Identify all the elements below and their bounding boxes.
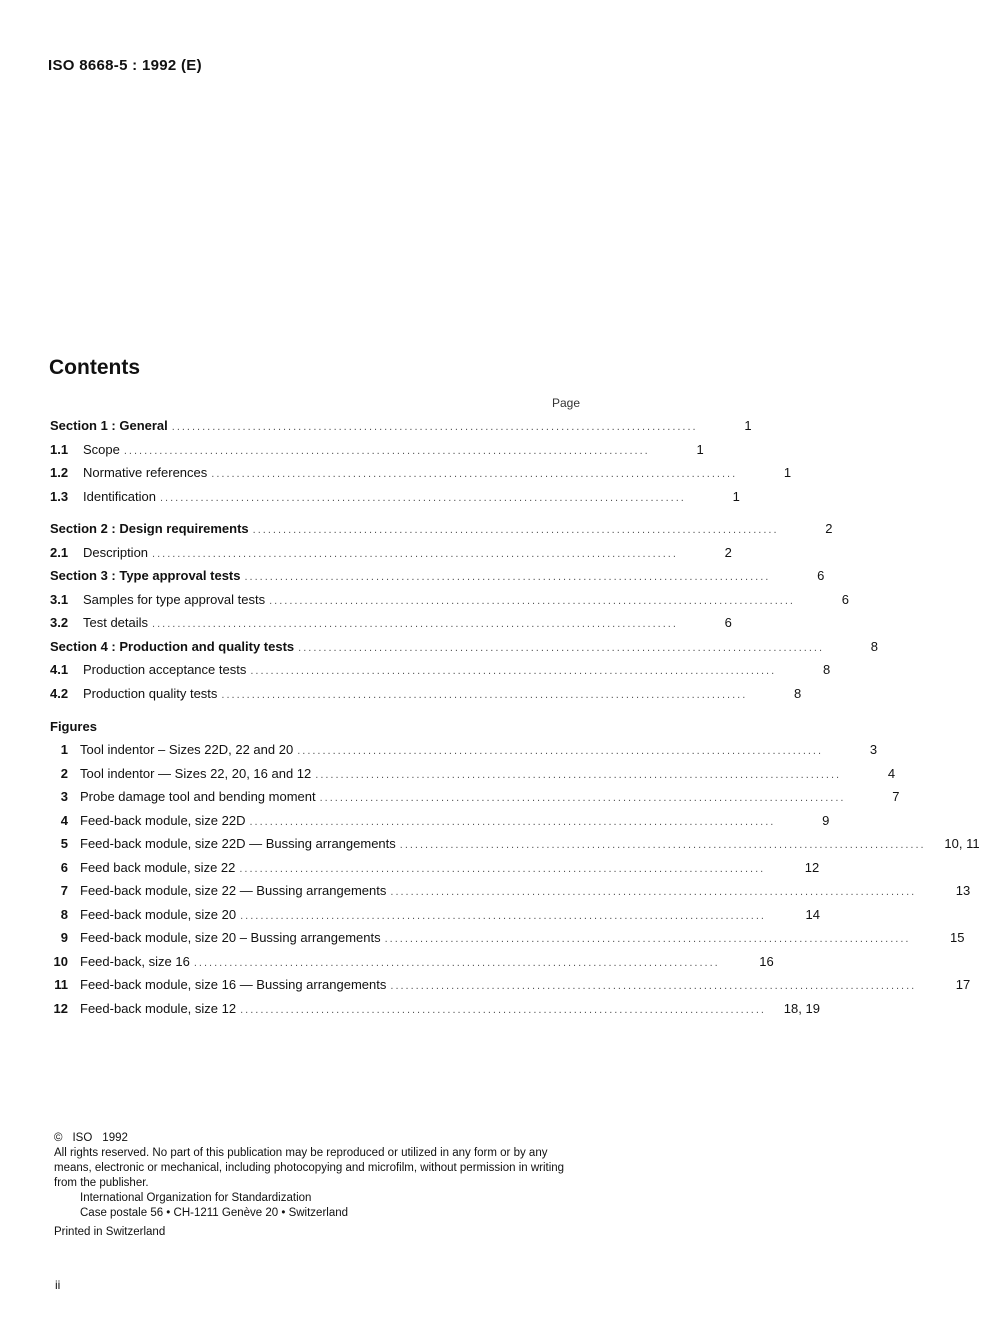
figure-page: 12 xyxy=(804,859,820,875)
toc-entry-page: 6 xyxy=(841,591,849,607)
toc-entry-page: 6 xyxy=(817,568,825,583)
toc-entry-number: 1.3 xyxy=(50,488,69,504)
figure-label: Feed-back module, size 22 — Bussing arrangements xyxy=(80,883,387,898)
table-of-contents xyxy=(50,418,980,1024)
toc-entry-page: 8 xyxy=(870,638,878,654)
toc-entry-page: 2 xyxy=(724,544,732,560)
figure-number: 2 xyxy=(60,765,68,781)
leader-dots: ........................................................................................................ xyxy=(240,1003,766,1016)
toc-entry-page: 1 xyxy=(783,465,792,480)
figure-label: Feed-back module, size 16 — Bussing arrangements xyxy=(80,977,387,992)
toc-entry-label: Section 4 : Production and quality tests xyxy=(50,638,295,654)
figure-label: Feed-back module, size 22D xyxy=(80,812,246,828)
leader-dots: ........................................................................................................ xyxy=(123,444,650,457)
leader-dots: ........................................................................................................ xyxy=(298,641,824,654)
figure-entry[interactable] xyxy=(50,859,820,884)
publication-footer xyxy=(54,1131,586,1240)
toc-entry-label: Section 2 : Design requirements xyxy=(50,521,249,536)
toc-entry-page: 1 xyxy=(744,418,752,433)
figure-page: 14 xyxy=(805,906,820,922)
figure-label: Feed back module, size 22 xyxy=(80,859,236,875)
leader-dots: ........................................................................................................ xyxy=(390,980,917,992)
toc-entry[interactable] xyxy=(50,521,833,545)
toc-entry-label: Samples for type approval tests xyxy=(83,591,266,607)
figure-page: 17 xyxy=(955,977,971,992)
toc-entry-number: 3.1 xyxy=(50,591,69,607)
toc-entry-number: 3.2 xyxy=(50,615,69,630)
figure-page: 15 xyxy=(949,930,965,945)
leader-dots: ........................................................................................................ xyxy=(297,745,824,757)
organization-name: International Organization for Standardization xyxy=(80,1192,312,1204)
leader-dots: ........................................................................................................ xyxy=(239,862,766,875)
copyright-symbol: © xyxy=(54,1132,63,1144)
leader-dots: ........................................................................................................ xyxy=(252,524,779,536)
figure-number: 10 xyxy=(53,953,68,969)
toc-entry-page: 1 xyxy=(696,441,704,457)
leader-dots: ........................................................................................................ xyxy=(221,688,748,701)
toc-entry-page: 6 xyxy=(724,615,732,630)
toc-entry[interactable] xyxy=(50,568,825,592)
toc-entry-page: 8 xyxy=(794,685,802,701)
toc-entry[interactable] xyxy=(50,465,792,489)
copyright-holder: ISO xyxy=(72,1132,93,1144)
toc-entry-number: 2.1 xyxy=(50,544,69,560)
figure-label: Probe damage tool and bending moment xyxy=(80,789,316,804)
toc-entry-label: Section 3 : Type approval tests xyxy=(50,568,241,583)
page-number: ii xyxy=(55,1278,61,1292)
toc-entry-number: 1.1 xyxy=(50,441,69,457)
toc-entry[interactable] xyxy=(50,685,802,710)
figure-number: 6 xyxy=(60,859,68,875)
toc-entry-label: Description xyxy=(83,544,149,560)
figure-number: 4 xyxy=(60,812,68,828)
figures-heading: Figures xyxy=(50,719,97,734)
figure-page: 16 xyxy=(759,953,774,969)
leader-dots: ........................................................................................................ xyxy=(249,815,776,828)
leader-dots: ........................................................................................................ xyxy=(315,768,842,781)
copyright-line xyxy=(54,1131,586,1146)
leader-dots: ........................................................................................................ xyxy=(240,909,766,922)
leader-dots: ........................................................................................................ xyxy=(250,665,777,677)
figure-entry[interactable] xyxy=(50,906,820,931)
figure-page: 9 xyxy=(822,812,830,828)
leader-dots: ........................................................................................................ xyxy=(390,886,917,898)
leader-dots: ........................................................................................................ xyxy=(152,547,678,560)
figure-label: Feed-back module, size 20 – Bussing arrangements xyxy=(80,930,381,945)
figure-entry[interactable] xyxy=(50,977,971,1001)
toc-entry-label: Identification xyxy=(83,488,156,504)
copyright-year: 1992 xyxy=(102,1132,128,1144)
toc-entry-page: 1 xyxy=(732,488,740,504)
figure-entry[interactable] xyxy=(50,812,830,837)
toc-entry[interactable] xyxy=(50,418,752,442)
figure-number: 8 xyxy=(60,906,68,922)
leader-dots: ........................................................................................................ xyxy=(160,491,686,504)
toc-entry-label: Section 1 : General xyxy=(50,418,168,433)
toc-entry[interactable] xyxy=(50,662,831,686)
figure-label: Feed-back module, size 20 xyxy=(80,906,237,922)
toc-entry[interactable] xyxy=(50,591,849,616)
toc-entry-number: 4.2 xyxy=(50,685,69,701)
figure-entry[interactable] xyxy=(50,883,971,907)
leader-dots: ........................................................................................................ xyxy=(193,956,720,969)
toc-entry[interactable] xyxy=(50,441,704,466)
figure-entry[interactable] xyxy=(50,1000,820,1025)
figure-entry[interactable] xyxy=(50,930,965,954)
toc-entry-label: Production acceptance tests xyxy=(83,662,247,677)
figure-number: 11 xyxy=(54,977,68,992)
figure-page: 10, 11 xyxy=(944,836,980,851)
toc-entry[interactable] xyxy=(50,544,732,569)
toc-entry-label: Scope xyxy=(83,441,120,457)
leader-dots: ........................................................................................................ xyxy=(211,468,738,480)
page-column-label: Page xyxy=(552,396,581,410)
toc-entry-number: 4.1 xyxy=(50,662,69,677)
figure-number: 9 xyxy=(60,930,68,945)
toc-entry[interactable] xyxy=(50,638,878,663)
figure-label: Feed-back module, size 22D — Bussing arrangements xyxy=(80,836,396,851)
figure-label: Feed-back, size 16 xyxy=(80,953,190,969)
leader-dots: ........................................................................................................ xyxy=(384,933,911,945)
toc-entry[interactable] xyxy=(50,488,740,513)
figure-label: Tool indentor – Sizes 22D, 22 and 20 xyxy=(80,742,294,757)
figure-page: 18, 19 xyxy=(783,1000,820,1016)
leader-dots: ........................................................................................................ xyxy=(399,839,926,851)
leader-dots: ........................................................................................................ xyxy=(152,618,678,630)
toc-entry-label: Normative references xyxy=(83,465,208,480)
figure-page: 4 xyxy=(887,765,896,781)
figure-entry[interactable] xyxy=(50,836,980,860)
figure-entry[interactable] xyxy=(50,953,774,978)
figure-number: 1 xyxy=(60,742,68,757)
figure-label: Tool indentor — Sizes 22, 20, 16 and 12 xyxy=(80,765,312,781)
toc-entry-page: 8 xyxy=(822,662,831,677)
leader-dots: ........................................................................................................ xyxy=(171,421,698,433)
organization-address: Case postale 56 • CH-1211 Genève 20 • Switzerland xyxy=(80,1207,349,1219)
figure-number: 5 xyxy=(60,836,68,851)
leader-dots: ........................................................................................................ xyxy=(269,594,795,607)
toc-entry-page: 2 xyxy=(825,521,833,536)
figure-entry[interactable] xyxy=(50,789,900,813)
figure-entry[interactable] xyxy=(50,742,878,766)
figure-entry[interactable] xyxy=(50,765,896,790)
leader-dots: ........................................................................................................ xyxy=(244,571,771,583)
figure-page: 13 xyxy=(955,883,971,898)
figure-page: 7 xyxy=(892,789,900,804)
figure-number: 12 xyxy=(53,1000,68,1016)
printed-notice: Printed in Switzerland xyxy=(54,1226,166,1238)
toc-entry-label: Test details xyxy=(83,615,149,630)
figure-page: 3 xyxy=(869,742,878,757)
figure-number: 3 xyxy=(60,789,68,804)
figure-label: Feed-back module, size 12 xyxy=(80,1000,237,1016)
toc-entry-label: Production quality tests xyxy=(83,685,218,701)
rights-notice: All rights reserved. No part of this publication may be reproduced or utilized in any form or by any means, electronic or mechanical, including photocopying and microfilm, without permission in writing from the publisher. xyxy=(54,1147,565,1189)
figure-number: 7 xyxy=(60,883,68,898)
leader-dots: ........................................................................................................ xyxy=(319,792,846,804)
toc-entry-number: 1.2 xyxy=(50,465,69,480)
document-identifier: ISO 8668-5 : 1992 (E) xyxy=(48,57,202,74)
toc-entry[interactable] xyxy=(50,615,732,639)
page-title: Contents xyxy=(49,356,140,379)
